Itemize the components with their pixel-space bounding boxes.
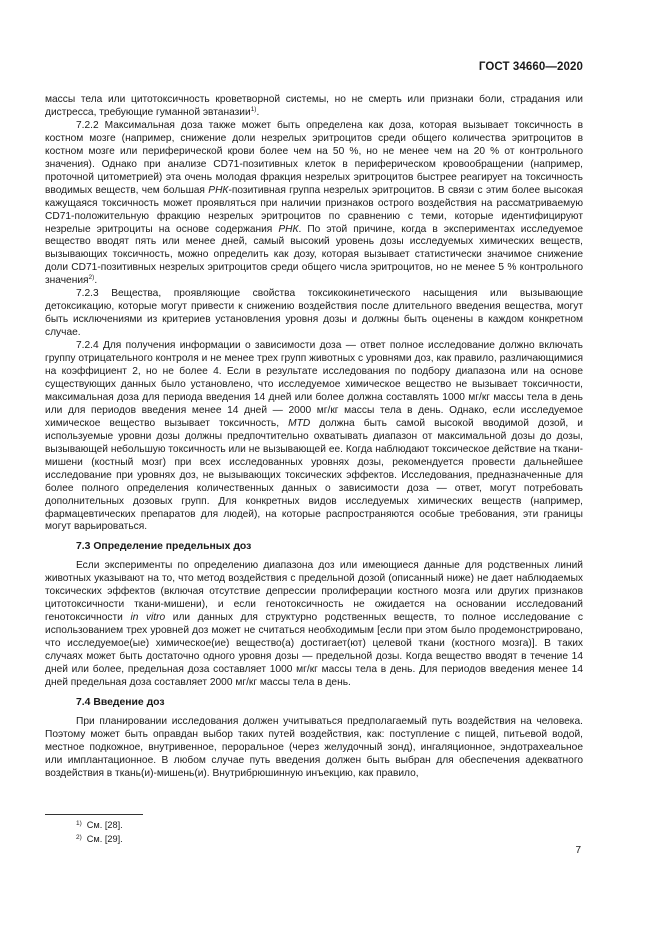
in-vitro-term: in vitro xyxy=(130,612,166,624)
mtd-term: MTD xyxy=(288,417,311,429)
footnote-ref-1[interactable]: 1) xyxy=(250,105,257,113)
paragraph-intro: массы тела или цитотоксичность кроветворной системы, но не смерть или признаки боли, страдания или дистресса, требующие гуманной эвтаназии$^{1)}$. xyxy=(45,94,583,118)
paragraph-7-2-3: 7.2.3 Вещества, проявляющие свойства токсикокинетического насыщения или вызывающие детоксикацию, которые могут привести к снижению воздействия после длительного введения вещества, могут быть исключениями из критериев установления уровня дозы и должны быть оценены в каждом конкретном случае. xyxy=(45,288,583,339)
section-heading-7-4: 7.4 Введение доз xyxy=(76,696,165,708)
paragraph-7-3: Если эксперименты по определению диапазона доз или имеющиеся данные для родственных линий животных указывают на то, что метод воздействия с предельной дозой (описанный ниже) не дает наблюдаемых токсических эффектов (включая отсутствие депрессии пролиферации костного мозга или других признаков цитотоксичности ткани-мишени), и если генотоксичность не ожидается на основании исследований генотоксичности in vitro или данных для структурно родственных веществ, то полное исследование с использованием трех уровней доз может не считаться необходимым [если при этом было продемонстрировано, что исследуемое(ые) химическое(ие) вещество(а) достигает(ют) целевой ткани (костного мозга)]. В таких случаях может быть достаточно одного уровня дозы — предельной дозы. Когда вещество вводят в течение 14 дней или более, предельная доза составляет 1000 мг/кг массы тела в день. Для периодов введения менее 14 дней предельная доза составляет 2000 мг/кг массы тела в день. xyxy=(45,560,584,688)
paragraph-7-4: При планировании исследования должен учитываться предполагаемый путь воздействия на человека. Поэтому может быть оправдан выбор таких путей воздействия, как: поступление с пищей, питьевой водой, местное подкожное, внутривенное, пероральное (через желудочный зонд), ингаляционное, эндотрахеальное или имплантационное. В любом случае путь введения должен быть выбран для обеспечения адекватного воздействия в ткань(и)-мишень(и). Внутрибрюшинную инъекцию, как правило, xyxy=(45,715,583,779)
footnotes xyxy=(76,818,123,846)
footnote-1: $^{1)}$ См. [28]. xyxy=(76,820,123,830)
paragraph-7-2-2: 7.2.2 Максимальная доза также может быть определена как доза, которая вызывает токсичность в костном мозге (например, снижение доли незрелых эритроцитов среди общего количества эритроцитов в костном мозге или периферической крови более чем на 50 %, но не менее чем на 20 % от контрольного значения). Однако при анализе CD71-позитивных клеток в периферическом кровообращении (например, проточной цитометрией) эта очень молодая фракция незрелых эритроцитов быстрее реагирует на токсичность вводимых веществ, чем большая РНК-позитивная группа незрелых эритроцитов. В связи с этим более высокая кажущаяся токсичность может проявляться при наличии признаков острого воздействия на рассматриваемую CD71-положительную фракцию незрелых эритроцитов по сравнению с теми, которые идентифицируют незрелые эритроциты на основе содержания РНК. По этой причине, когда в экспериментах исследуемое вещество вводят пять или менее дней, самый высокий уровень дозы исследуемых химических веществ, вызывающих токсичность, можно определить как дозу, которая вызывает статистически значимое снижение доли CD71-позитивных незрелых эритроцитов среди общего числа эритроцитов, но не менее 5 % контрольного значения$^{2)}$. xyxy=(45,119,583,287)
page-number: 7 xyxy=(575,845,581,856)
page-content xyxy=(45,94,583,781)
footnote-2: $^{2)}$ См. [29]. xyxy=(76,834,123,844)
rna-term: РНК xyxy=(208,184,229,196)
footnote-ref-2[interactable]: 2) xyxy=(88,274,95,282)
rna-term: РНК xyxy=(278,223,299,235)
footnote-divider xyxy=(45,814,143,815)
section-heading-7-3: 7.3 Определение предельных доз xyxy=(76,541,252,553)
paragraph-7-2-4: 7.2.4 Для получения информации о зависимости доза — ответ полное исследование должно включать группу отрицательного контроля и не менее трех групп животных с уровнями доз, как правило, различающимися на коэффициент 2, но не более 4. Если в результате исследования по подбору диапазона или на основе существующих данных было установлено, что исследуемое химическое вещество не вызывает токсичности, максимальная доза для периода введения 14 дней или более должна составлять 1000 мг/кг массы тела в день или для периодов введения менее 14 дней — 2000 мг/кг массы тела в день. Однако, если исследуемое химическое вещество вызывает токсичность, MTD должна быть самой высокой вводимой дозой, и используемые уровни дозы должны предпочтительно охватывать диапазон от максимальной дозы до дозы, вызывающей небольшую токсичность или не вызывающей ее. Когда наблюдают токсическое действие на ткани-мишени (костный мозг) при всех исследованных уровнях дозы, рекомендуется провести дальнейшее исследование при уровнях доз, не вызывающих токсических эффектов. Исследования, предназначенные для более полного определения количественных данных о зависимости доза — ответ, могут потребовать дополнительных дозовых групп. Для конкретных видов исследуемых химических веществ (например, фармацевтических препаратов для людей), на которые распространяются особые требования, эти границы могут варьироваться. xyxy=(45,340,583,533)
standard-code-header: ГОСТ 34660—2020 xyxy=(478,61,583,73)
